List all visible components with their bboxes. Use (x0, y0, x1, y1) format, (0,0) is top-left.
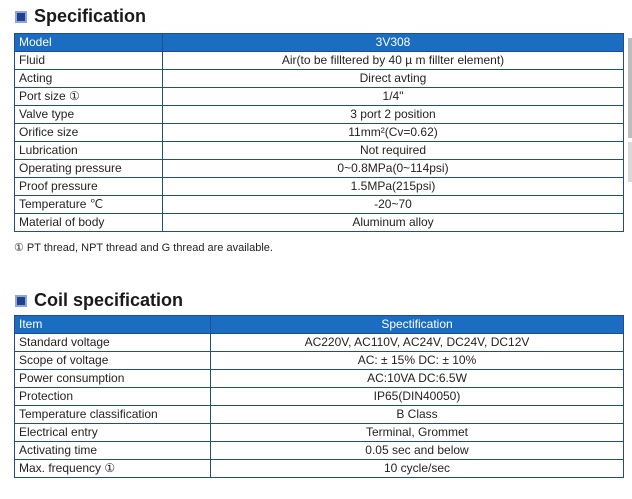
coil-header-label: Item (15, 316, 211, 334)
square-bullet-icon (15, 295, 27, 307)
spec-title-text: Specification (34, 6, 147, 26)
spec-row-value: -20~70 (163, 196, 624, 214)
spec-row-label: Temperature ℃ (15, 196, 163, 214)
coil-row-label: Standard voltage (15, 334, 211, 352)
spec-row-label: Valve type (15, 106, 163, 124)
spec-row-label: Material of body (15, 214, 163, 232)
spec-row-label: Port size ① (15, 88, 163, 106)
coil-row-label: Activating time (15, 442, 211, 460)
coil-row-value: IP65(DIN40050) (211, 388, 624, 406)
spec-row-value: Aluminum alloy (163, 214, 624, 232)
coil-title-text: Coil specification (34, 290, 184, 310)
coil-row-label: Max. frequency ① (15, 460, 211, 478)
spec-row (15, 88, 624, 106)
spec-row-value: 3 port 2 position (163, 106, 624, 124)
coil-row-value: AC:10VA DC:6.5W (211, 370, 624, 388)
coil-header-value: Spectification (211, 316, 624, 334)
spec-row (15, 196, 624, 214)
spec-header-label: Model (15, 34, 163, 52)
square-bullet-icon (15, 11, 27, 23)
coil-row (15, 388, 624, 406)
coil-row-value: AC220V, AC110V, AC24V, DC24V, DC12V (211, 334, 624, 352)
spec-row (15, 106, 624, 124)
coil-row-label: Electrical entry (15, 424, 211, 442)
spec-row-value: Not required (163, 142, 624, 160)
spec-row-label: Lubrication (15, 142, 163, 160)
spec-header-row (15, 34, 624, 52)
spec-row-label: Operating pressure (15, 160, 163, 178)
spec-row (15, 160, 624, 178)
coil-row-label: Scope of voltage (15, 352, 211, 370)
coil-row-value: Terminal, Grommet (211, 424, 624, 442)
coil-table (14, 315, 624, 478)
spec-header-value: 3V308 (163, 34, 624, 52)
spec-row-value: 11mm²(Cv=0.62) (163, 124, 624, 142)
spec-table (14, 33, 624, 232)
coil-header-row (15, 316, 624, 334)
coil-row (15, 352, 624, 370)
spec-row-value: Direct avting (163, 70, 624, 88)
coil-row-value: B Class (211, 406, 624, 424)
coil-row-value: AC: ± 15% DC: ± 10% (211, 352, 624, 370)
spec-row-value: Air(to be filltered by 40 µ m fillter element) (163, 52, 624, 70)
coil-row (15, 334, 624, 352)
coil-row (15, 370, 624, 388)
coil-row-label: Power consumption (15, 370, 211, 388)
coil-section-title (15, 290, 183, 311)
spec-row-value: 0~0.8MPa(0~114psi) (163, 160, 624, 178)
coil-row-label: Protection (15, 388, 211, 406)
edge-image-fragment (628, 142, 632, 182)
spec-row-value: 1.5MPa(215psi) (163, 178, 624, 196)
spec-row (15, 142, 624, 160)
spec-row (15, 70, 624, 88)
spec-row (15, 52, 624, 70)
spec-row-label: Orifice size (15, 124, 163, 142)
spec-row-label: Fluid (15, 52, 163, 70)
coil-row (15, 460, 624, 478)
spec-row (15, 178, 624, 196)
spec-footnote: ① PT thread, NPT thread and G thread are available. (14, 242, 273, 254)
edge-image-fragment (628, 38, 632, 138)
spec-row (15, 124, 624, 142)
coil-row (15, 424, 624, 442)
spec-row-label: Acting (15, 70, 163, 88)
spec-row-value: 1/4" (163, 88, 624, 106)
spec-section-title (15, 6, 146, 27)
coil-row-label: Temperature classification (15, 406, 211, 424)
spec-row (15, 214, 624, 232)
coil-row (15, 442, 624, 460)
coil-row-value: 0.05 sec and below (211, 442, 624, 460)
spec-row-label: Proof pressure (15, 178, 163, 196)
coil-row (15, 406, 624, 424)
coil-row-value: 10 cycle/sec (211, 460, 624, 478)
